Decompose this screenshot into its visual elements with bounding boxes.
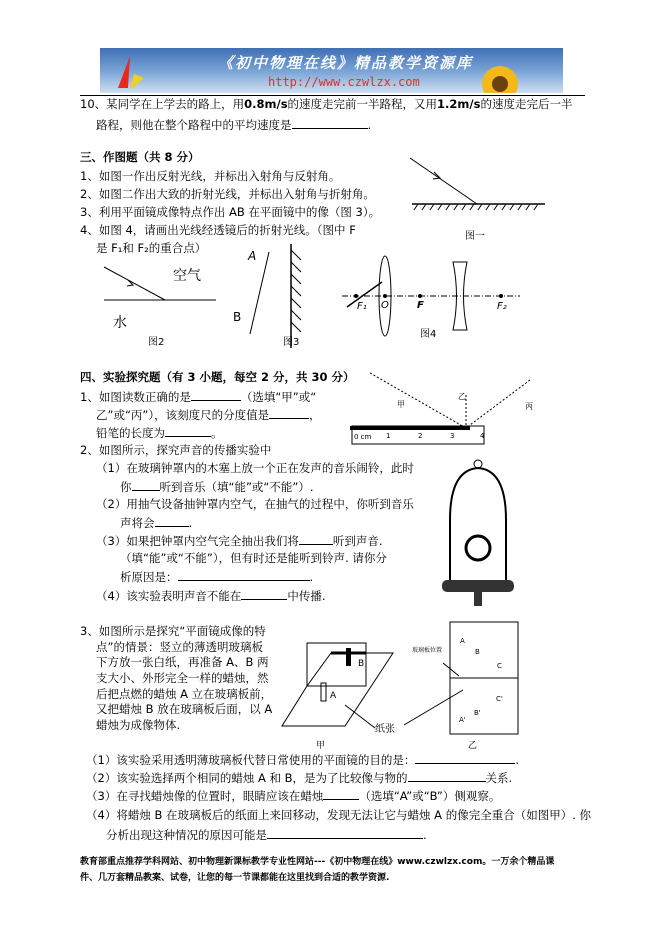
s3-q4b: 是 F₁和 F₂的重合点） [96, 241, 207, 255]
s4-q2-2b: 声将会 . [120, 516, 193, 530]
s4-q3-3: （3）在寻找蜡烛像的位置时，眼睛应该在蜡烛 （选填“A”或“B”）侧观察。 [86, 789, 501, 803]
s4-q1-line1: 1、如图读数正确的是 （选填“甲”或“ [80, 390, 317, 404]
q10-line1: 10、某同学在上学去的路上，用0.8m/s的速度走完前一半路程，又用1.2m/s的速度走完后一半 [80, 97, 573, 111]
s4-q3-text: 又把蜡烛 B 放在玻璃板后面，以 A [96, 702, 273, 716]
answer-blank[interactable] [155, 515, 189, 527]
footer-line2: 件、几万套精品教案、试卷，让您的每一节课都能在这里找到合适的教学资源. [80, 873, 390, 883]
f1-label: F₁ [357, 301, 367, 312]
banner-url: http://www.czwlzx.com [268, 75, 420, 89]
banner-title: 《初中物理在线》精品教学资源库 [218, 54, 474, 72]
s3-q2: 2、如图二作出大致的折射光线，并标出入射角与折射角。 [80, 187, 375, 201]
point-label: C' [496, 695, 503, 703]
answer-blank[interactable] [241, 588, 287, 600]
figure-2-label: 图2 [148, 337, 165, 348]
q10-line2: 路程，则他在整个路程中的平均速度是 . [96, 118, 372, 132]
ruler-tick: 4 [480, 432, 485, 440]
candle-b-label: B [358, 659, 365, 669]
s4-q3-text: 下方放一张白纸，再准备 A、B 两 [96, 655, 269, 669]
figure-1-mirror [410, 158, 545, 210]
point-label: C [497, 662, 502, 670]
s3-q1: 1、如图一作出反射光线，并标出入射角与反射角。 [80, 169, 341, 183]
s4-q2: 2、如图所示，探究声音的传播实验中 [80, 443, 272, 457]
figure-4-lenses [342, 256, 520, 336]
answer-blank[interactable] [132, 479, 160, 491]
s4-q3-text: 支大小、外形完全一样的蜡烛，然 [96, 671, 269, 685]
s4-q3-4b: 分析出现这种情况的原因可能是 . [106, 828, 427, 842]
answer-blank[interactable] [408, 770, 486, 782]
answer-blank[interactable] [415, 752, 515, 764]
answer-blank[interactable] [191, 389, 241, 401]
candle-figure-jia [282, 643, 393, 728]
s4-q2-2a: （2）用抽气设备抽钟罩内空气，在抽气的过程中，你听到音乐 [96, 497, 414, 511]
s4-q1-line3: 铅笔的长度为 。 [96, 426, 223, 440]
ruler-figure [350, 373, 530, 444]
ruler-jia-label: 甲 [397, 400, 405, 409]
answer-blank[interactable] [269, 407, 309, 419]
s4-q2-4: （4）该实验表明声音不能在 中传播. [96, 589, 326, 603]
section4-heading: 四、实验探究题（有 3 小题，每空 2 分，共 30 分） [80, 370, 355, 384]
s4-q3-text: 3、如图所示是探究“平面镜成像的特 [80, 624, 266, 638]
glass-position-note: 玻璃板位置 [412, 647, 443, 654]
s4-q3-2: （2）该实验选择两个相同的蜡烛 A 和 B，是为了比较像与物的 关系. [86, 771, 513, 785]
answer-blank[interactable] [165, 425, 211, 437]
ruler-yi-label: 乙 [458, 392, 466, 401]
paper-label: 纸张 [375, 724, 395, 735]
water-label: 水 [113, 315, 127, 331]
answer-blank[interactable] [178, 569, 310, 581]
s4-q3-1: （1）该实验采用透明薄玻璃板代替日常使用的平面镜的目的是： . [86, 753, 519, 767]
bell-jar-figure [442, 460, 514, 606]
figure-jia-label: 甲 [316, 741, 326, 751]
ruler-tick: 2 [418, 432, 423, 440]
point-a-label: A [248, 249, 257, 263]
s4-q2-3a: （3）如果把钟罩内空气完全抽出我们将 听到声音. [96, 534, 383, 548]
figure-1-label: 图一 [465, 231, 485, 242]
point-b-label: B [233, 310, 242, 324]
s4-q3-text: 蜡烛为成像物体. [96, 718, 181, 732]
ruler-bing-label: 丙 [525, 402, 533, 411]
point-label: B [475, 648, 480, 656]
answer-blank[interactable] [323, 788, 359, 800]
figure-4-label: 图4 [420, 329, 437, 340]
point-label: A' [459, 716, 466, 724]
air-label: 空气 [173, 268, 201, 284]
f2-label: F₂ [497, 301, 507, 312]
s4-q2-3c: （填“能”或“不能”），但有时还是能听到铃声. 请你分 [120, 551, 387, 565]
s4-q2-3d: 析原因是： . [120, 570, 314, 584]
s4-q1-line2: 乙”或“丙”），该刻度尺的分度值是 ， [96, 408, 321, 422]
o-label: O [381, 300, 389, 311]
point-label: A [460, 637, 465, 645]
f-label: F [417, 300, 424, 311]
section3-heading: 三、作图题（共 8 分） [80, 150, 200, 164]
figure-3-label: 图3 [283, 337, 300, 348]
ruler-tick: 0 cm [354, 433, 372, 441]
s4-q3-text: 点”的情景：竖立的薄透明玻璃板 [96, 640, 263, 654]
s4-q3-4a: （4）将蜡烛 B 在玻璃板后的纸面上来回移动，发现无法让它与蜡烛 A 的像完全重合（如图甲）. 你 [86, 808, 592, 822]
s4-q3-text: 后把点燃的蜡烛 A 立在玻璃板前， [96, 687, 273, 701]
s4-q2-1b: 你 听到音乐（填“能”或“不能”）. [120, 480, 314, 494]
s4-q2-1a: （1）在玻璃钟罩内的木塞上放一个正在发声的音乐闹铃，此时 [96, 461, 414, 475]
ruler-tick: 3 [450, 432, 455, 440]
answer-blank[interactable] [267, 827, 423, 839]
ruler-tick: 1 [386, 432, 391, 440]
candle-a-label: A [330, 691, 337, 701]
s3-q3: 3、利用平面镜成像特点作出 AB 在平面镜中的像（图 3）。 [80, 205, 381, 219]
point-label: B' [474, 709, 481, 717]
figure-yi-label: 乙 [468, 741, 478, 751]
answer-blank[interactable] [299, 533, 333, 545]
s3-q4a: 4、如图 4，请画出光线经透镜后的折射光线。（图中 F [80, 223, 356, 237]
footer-line1: 教育部重点推荐学科网站、初中物理新课标教学专业性网站---《初中物理在线》www.czwlzx.com。一万余个精品课 [80, 857, 555, 867]
